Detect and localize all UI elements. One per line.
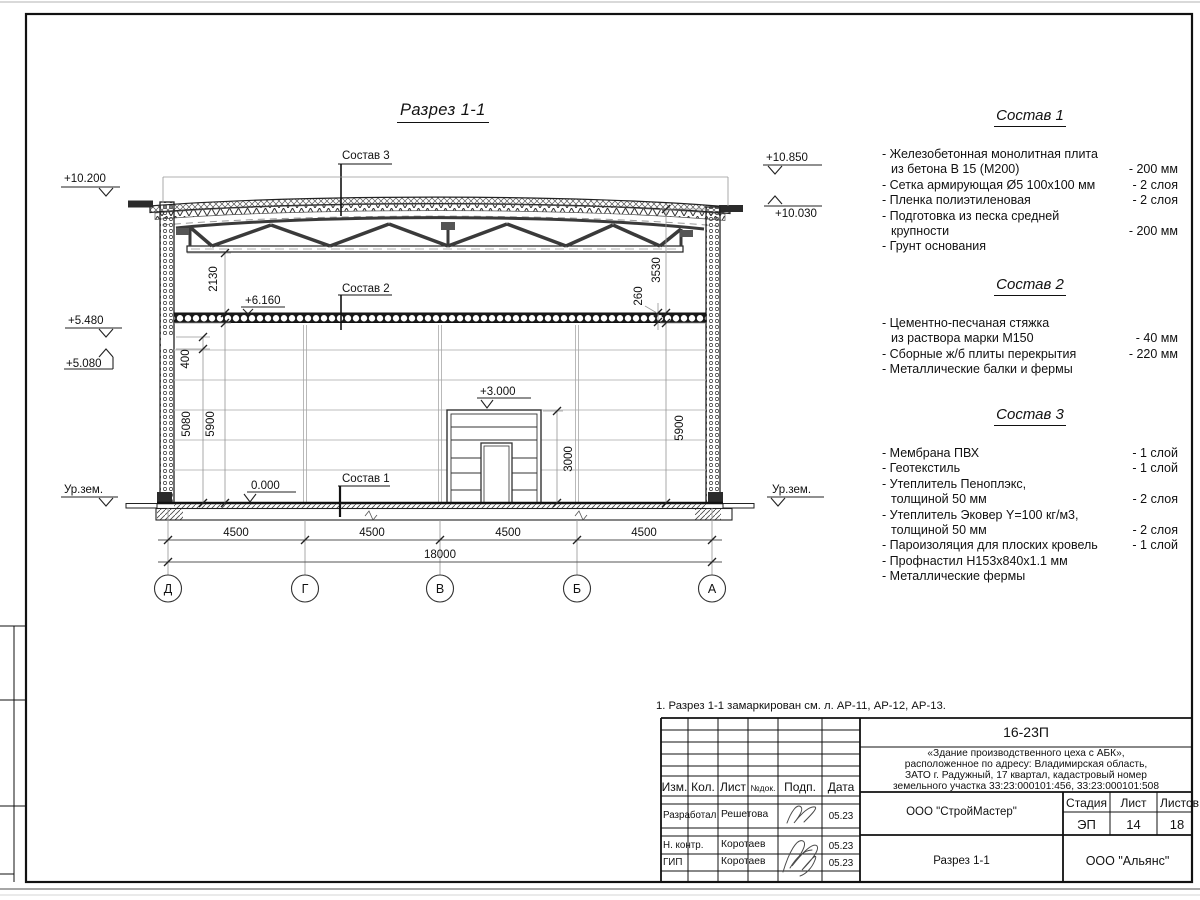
tb-row3-role: ГИП <box>663 857 683 868</box>
roof-edge-left <box>128 201 153 208</box>
list-item: - Геотекстиль - 1 слой <box>882 461 1178 476</box>
elevation-left-5080: +5.080 <box>66 358 102 370</box>
roof-truss <box>176 218 704 252</box>
tb-row2-role: Н. контр. <box>663 840 704 851</box>
dim-span-4: 4500 <box>631 527 657 539</box>
tb-stage-value: ЭП <box>1077 817 1096 832</box>
elevation-right-10030: +10.030 <box>775 208 817 220</box>
composition-2-title: Состав 2 <box>882 276 1178 294</box>
composition-1 <box>882 107 1178 255</box>
list-item: крупности - 200 мм <box>891 224 1178 239</box>
dim-5080: 5080 <box>181 411 193 437</box>
dim-5900-right: 5900 <box>674 415 686 441</box>
list-item: - Сборные ж/б плиты перекрытия - 220 мм <box>882 346 1178 361</box>
composition-3-title: Состав 3 <box>882 406 1178 424</box>
tb-col-list: Лист <box>719 780 747 794</box>
tb-org: ООО "Альянс" <box>1085 854 1170 868</box>
leader-label-sostav3: Состав 3 <box>342 150 390 162</box>
tb-stage-label: Стадия <box>1066 796 1107 810</box>
list-item: - Металлические фермы <box>882 569 1026 584</box>
tb-row1-date: 05.23 <box>828 811 854 822</box>
elevation-left-10200: +10.200 <box>64 173 106 185</box>
dim-span-3: 4500 <box>495 527 521 539</box>
tb-sheet-value: 14 <box>1126 817 1141 832</box>
composition-2 <box>882 276 1178 378</box>
elevation-right-10850: +10.850 <box>766 152 808 164</box>
composition-1-rows <box>882 147 1178 255</box>
dim-3000: 3000 <box>563 446 575 472</box>
tb-row1-role: Разработал <box>663 810 717 821</box>
leader-label-sostav1: Состав 1 <box>342 473 390 485</box>
tb-col-izm: Изм. <box>661 780 688 794</box>
composition-3-rows <box>882 446 1178 585</box>
axis-label-b: Б <box>572 582 582 596</box>
list-item: - Металлические балки и фермы <box>882 362 1073 377</box>
list-item: - Пароизоляция для плоских кровель - 1 слой <box>882 538 1178 553</box>
tb-row1-name: Решетова <box>721 809 769 820</box>
sheet-note: 1. Разрез 1-1 замаркирован см. л. АР-11, АР-12, АР-13. <box>656 700 946 712</box>
axis-label-a: А <box>707 582 717 596</box>
elevation-gate-top: +3.000 <box>480 386 516 398</box>
roof-edge-right <box>719 205 743 212</box>
gate <box>447 410 541 503</box>
list-item: - Мембрана ПВХ - 1 слой <box>882 446 1178 460</box>
dim-span-1: 4500 <box>223 527 249 539</box>
list-item: - Подготовка из песка средней <box>882 208 1060 223</box>
drawing-title: Разрез 1-1 <box>397 101 489 120</box>
elevation-left-ground: Ур.зем. <box>64 484 104 496</box>
list-item: толщиной 50 мм - 2 слоя <box>891 492 1178 507</box>
dim-2130: 2130 <box>208 266 220 292</box>
wicket-door <box>481 443 512 503</box>
tb-sheet-label: Лист <box>1120 796 1147 810</box>
dim-5900-left: 5900 <box>205 411 217 437</box>
building-section <box>61 164 824 602</box>
tb-sheet-title: Разрез 1-1 <box>933 855 990 867</box>
list-item: из раствора марки М150 - 40 мм <box>891 331 1178 346</box>
list-item: - Железобетонная монолитная плита <box>882 147 1098 161</box>
tb-sheets-value: 18 <box>1169 817 1185 832</box>
composition-2-rows <box>882 316 1178 378</box>
elevation-left-5480: +5.480 <box>68 315 104 327</box>
axis-label-g: Г <box>301 582 309 596</box>
tb-col-ndok: №док. <box>750 783 776 793</box>
list-item: - Утеплитель Пеноплэкс, <box>882 476 1027 491</box>
tb-doc-number: 16-23П <box>1003 724 1049 740</box>
list-item: - Цементно-песчаная стяжка <box>882 316 1050 330</box>
signatures <box>783 806 818 876</box>
composition-3 <box>882 406 1178 585</box>
dim-total: 18000 <box>424 549 456 561</box>
floor-slab <box>174 313 706 323</box>
leader-label-sostav2: Состав 2 <box>342 283 390 295</box>
tb-row3-date: 05.23 <box>828 858 854 869</box>
tb-row2-date: 05.23 <box>828 841 854 852</box>
list-item: - Грунт основания <box>882 239 987 254</box>
list-item: толщиной 50 мм - 2 слоя <box>891 523 1178 538</box>
wall-right <box>706 207 720 503</box>
tb-row2-name: Коротаев <box>721 839 766 850</box>
tb-row3-name: Коротаев <box>721 856 766 867</box>
dim-400: 400 <box>180 349 192 369</box>
list-item: - Утеплитель Эковер Y=100 кг/м3, <box>882 507 1079 522</box>
dim-260: 260 <box>633 286 645 306</box>
elevation-right-ground: Ур.зем. <box>772 484 812 496</box>
elevation-slab: +6.160 <box>245 295 281 307</box>
dim-3530: 3530 <box>651 257 663 283</box>
tb-col-kol: Кол. <box>691 780 715 794</box>
tb-sheets-label: Листов <box>1160 796 1199 810</box>
list-item: из бетона В 15 (М200) - 200 мм <box>891 162 1178 177</box>
wall-left <box>160 202 174 503</box>
list-item: - Профнастил Н153х840х1.1 мм <box>882 553 1068 568</box>
tb-project-description: «Здание производственного цеха с АБК», расположенное по адресу: Владимирская область, ЗАТО г. Радужный, 17 квартал, кадастровый номер земельного участка 33:23:000101:456, 33:23:000101:508 <box>892 748 1160 792</box>
elevation-floor-zero: 0.000 <box>251 480 280 492</box>
axis-label-v: В <box>435 582 445 596</box>
list-item: - Пленка полиэтиленовая - 2 слоя <box>882 193 1178 208</box>
dim-ticks <box>164 205 716 566</box>
dim-span-2: 4500 <box>359 527 385 539</box>
tb-contractor: ООО "СтройМастер" <box>906 806 1017 818</box>
tb-col-data: Дата <box>827 780 855 794</box>
wall-joints <box>174 350 706 470</box>
composition-1-title: Состав 1 <box>882 107 1178 125</box>
tb-col-podp: Подп. <box>784 780 816 794</box>
floor-foundation <box>156 503 732 520</box>
axis-label-d: Д <box>163 582 173 596</box>
list-item: - Сетка армирующая Ø5 100х100 мм - 2 слоя <box>882 177 1178 192</box>
